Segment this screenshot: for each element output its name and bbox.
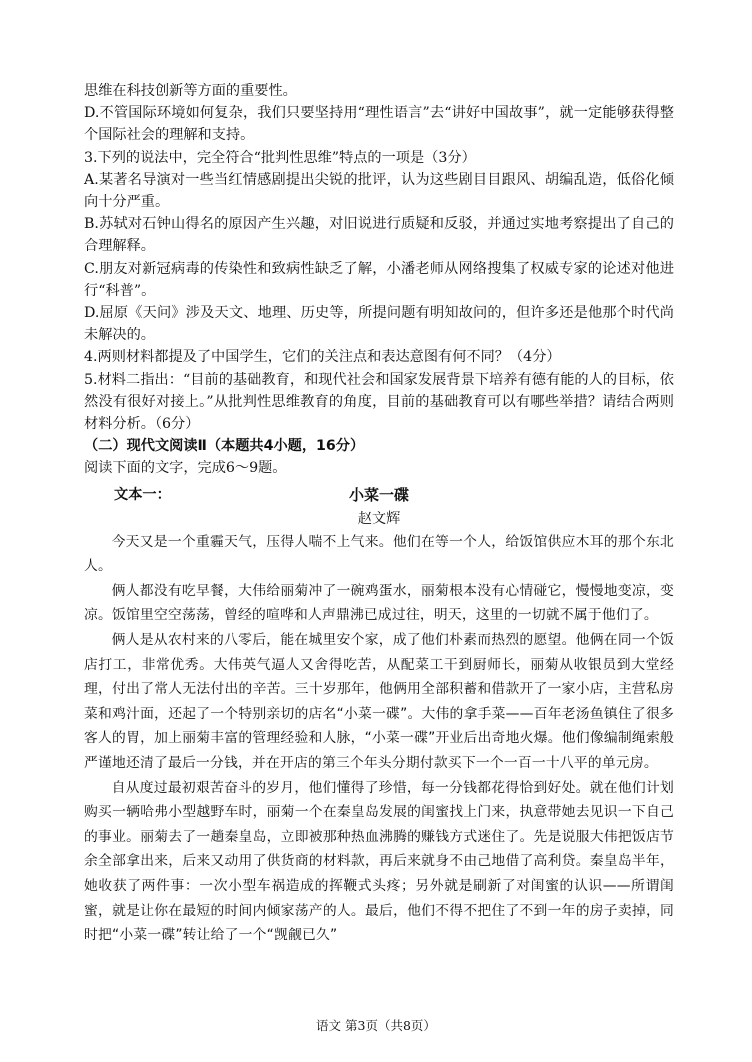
question-4: 4.两则材料都提及了中国学生，它们的关注点和表达意图有何不同？（4分）	[84, 349, 561, 366]
question-3-option-b: B.苏轼对石钟山得名的原因产生兴趣，对旧说进行质疑和反驳，并通过实地考察提出了自己的合理解释。	[84, 216, 674, 255]
story-paragraph: 俩人是从农村来的八零后，能在城里安个家，成了他们朴素而热烈的愿望。他俩在同一个饭店打工，非常优秀。大伟英气逼人又舍得吃苦，从配菜工干到厨师长，丽菊从收银员到大堂经理，付出了常人无法付出的辛苦。三十岁那年，他俩用全部积蓄和借款开了一家小店，主营私房菜和鸡汁面，还起了一个特别亲切的店名“小菜一碟”。大伟的拿手菜——百年老汤鱼镇住了很多客人的胃，加上丽菊丰富的管理经验和人脉，“小菜一碟”开业后出奇地火爆。他们像编制绳索般严谨地还清了最后一分钱，并在开店的第三个年头分期付款买下一个一百一十八平的单元房。	[84, 632, 674, 771]
story-body	[84, 530, 674, 948]
question-3-option-a: A.某著名导演对一些当红情感剧提出尖锐的批评，认为这些剧目目跟风、胡编乱造，低俗化倾向十分严重。	[84, 171, 674, 211]
text-label: 文本一：	[114, 486, 171, 503]
story-paragraph: 俩人都没有吃早餐，大伟给丽菊冲了一碗鸡蛋水，丽菊根本没有心情碰它，慢慢地变凉，变凉。饭馆里空空荡荡，曾经的喧哗和人声鼎沸已成过往，明天，这里的一切就不属于他们了。	[84, 582, 674, 624]
option-d-prev: D.不管国际环境如何复杂，我们只要坚持用“理性语言”去“讲好中国故事”，就一定能够获得整个国际社会的理解和支持。	[84, 105, 674, 144]
text-line: 思维在科技创新等方面的重要性。	[84, 83, 297, 99]
page-content	[84, 80, 674, 948]
question-3-option-d: D.屈原《天问》涉及天文、地理、历史等，所提问题有明知故问的，但许多还是他那个时代尚未解决的。	[84, 305, 674, 344]
story-paragraph: 自从度过最初艰苦奋斗的岁月，他们懂得了珍惜，每一分钱都花得恰到好处。就在他们计划购买一辆哈弗小型越野车时，丽菊一个在秦皇岛发展的闺蜜找上门来，执意带她去见识一下自己的事业。丽菊去了一趟秦皇岛，立即被那种热血沸腾的赚钱方式迷住了。先是说服大伟把饭店节余全部拿出来，后来又动用了供货商的材料款，再后来就身不由己地借了高利贷。秦皇岛半年，她收获了两件事：一次小型车祸造成的挥鞭式头疼；另外就是刷新了对闺蜜的认识——所谓闺蜜，就是让你在最短的时间内倾家荡产的人。最后，他们不得不把住了不到一年的房子卖掉，同时把“小菜一碟”转让给了一个“觊觎已久”	[84, 779, 674, 944]
section-heading: （二）现代文阅读Ⅱ（本题共4小题，16分）	[84, 438, 365, 455]
story-author: 赵文辉	[357, 510, 401, 527]
story-paragraph: 今天又是一个重霾天气，压得人喘不上气来。他们在等一个人，给饭馆供应木耳的那个东北人。	[84, 533, 674, 575]
question-5: 5.材料二指出：“目前的基础教育，和现代社会和国家发展背景下培养有德有能的人的目标，依然没有很好对接上。”从批判性思维教育的角度，目前的基础教育可以有哪些举措？请结合两则材料分析。（6分）	[84, 371, 674, 433]
page-footer: 语文 第3页（共8页）	[316, 1018, 436, 1033]
section-instruction: 阅读下面的文字，完成6～9题。	[84, 460, 287, 477]
story-title: 小菜一碟	[348, 485, 409, 504]
question-3: 3.下列的说法中，完全符合“批判性思维”特点的一项是（3分）	[84, 149, 476, 166]
question-3-option-c: C.朋友对新冠病毒的传染性和致病性缺乏了解，小潘老师从网络搜集了权威专家的论述对他进行“科普”。	[84, 260, 674, 299]
story-title-row	[84, 482, 674, 508]
